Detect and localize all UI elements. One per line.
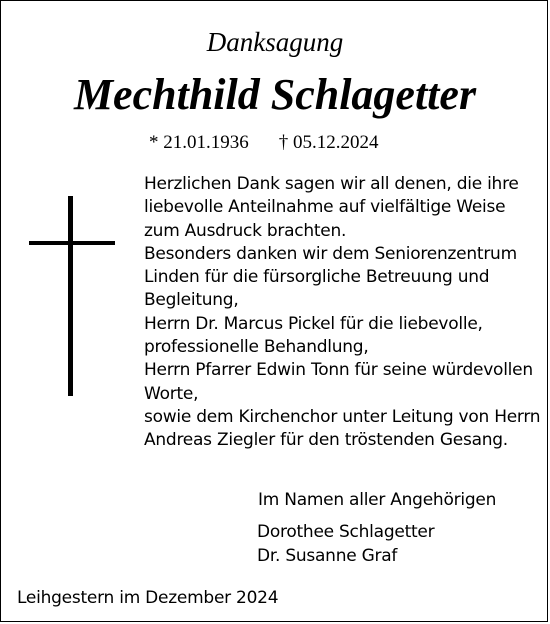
body-line: Andreas Ziegler für den tröstenden Gesang. [144,430,508,451]
birth-date: * 21.01.1936 [149,132,249,153]
body-line: Herzlichen Dank sagen wir all denen, die ihre [144,174,519,194]
body-line: Worte, [144,383,199,404]
cross-horizontal-beam [29,241,115,245]
thank-you-text [144,173,549,453]
signer-name: Dr. Susanne Graf [257,546,398,566]
death-date: † 05.12.2024 [278,132,379,153]
cross-icon [29,196,119,396]
life-dates [149,131,379,155]
body-line: zum Ausdruck brachten. [144,220,347,241]
body-line: Herrn Pfarrer Edwin Tonn für seine würdevollen [144,360,533,381]
cross-vertical-beam [68,196,73,396]
body-line: Begleitung, [144,290,239,311]
body-line: Herrn Dr. Marcus Pickel für die liebevolle, [144,313,483,334]
body-line: professionelle Behandlung, [144,337,369,358]
body-line: Besonders danken wir dem Seniorenzentrum [144,243,517,264]
body-line: Linden für die fürsorgliche Betreuung und [144,267,490,288]
body-line: sowie dem Kirchenchor unter Leitung von Herrn [144,406,541,427]
place-and-date: Leihgestern im Dezember 2024 [17,588,279,608]
deceased-name: Mechthild Schlagetter [73,70,477,119]
notice-heading: Danksagung [206,27,344,57]
closing-phrase: Im Namen aller Angehörigen [258,490,497,510]
signer-name: Dorothee Schlagetter [257,522,435,542]
body-line: liebevolle Anteilnahme auf vielfältige Weise [144,197,506,218]
